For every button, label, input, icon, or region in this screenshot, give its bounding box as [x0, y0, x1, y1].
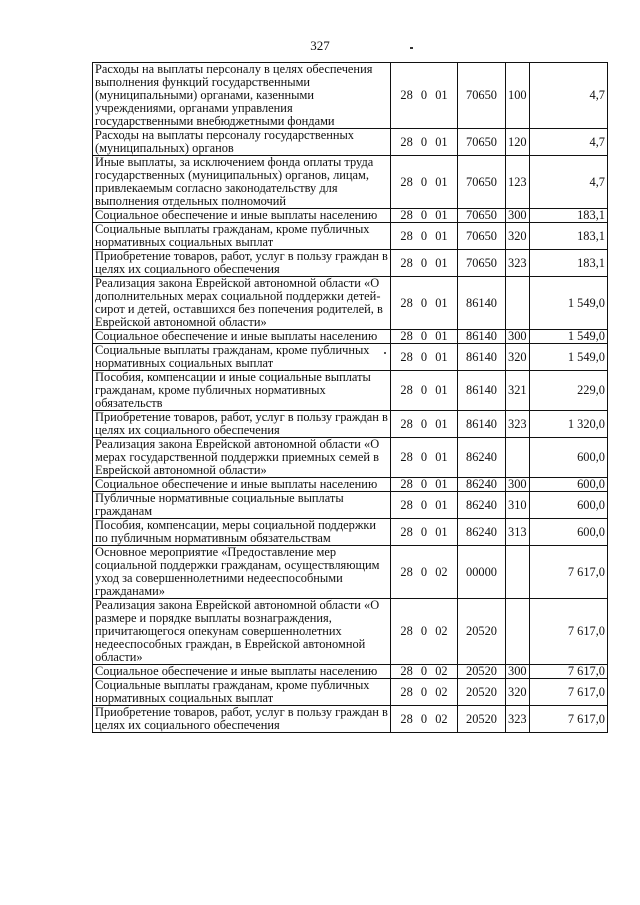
row-target-code-cell: 86140 [458, 344, 506, 371]
row-chapter-code-cell: 28 0 01 [391, 156, 458, 209]
row-amount-cell: 4,7 [530, 129, 608, 156]
row-expense-type-cell: 320 [506, 679, 530, 706]
row-name-cell: Основное мероприятие «Предоставление мер социальной поддержки гражданам, осуществляющим уход за совершеннолетними недееспособными гражданами» [93, 546, 391, 599]
table-row [93, 492, 608, 519]
row-amount-cell: 1 549,0 [530, 330, 608, 344]
row-chapter-code-cell: 28 0 01 [391, 209, 458, 223]
row-amount-cell: 7 617,0 [530, 546, 608, 599]
row-expense-type-cell: 300 [506, 330, 530, 344]
row-name-cell: Пособия, компенсации и иные социальные выплаты гражданам, кроме публичных нормативных обязательств [93, 371, 391, 411]
row-target-code-cell: 20520 [458, 679, 506, 706]
row-target-code-cell: 86240 [458, 492, 506, 519]
row-target-code-cell: 86240 [458, 478, 506, 492]
row-chapter-code-cell: 28 0 01 [391, 277, 458, 330]
row-chapter-code-cell: 28 0 02 [391, 706, 458, 733]
row-chapter-code-cell: 28 0 01 [391, 129, 458, 156]
row-amount-cell: 7 617,0 [530, 599, 608, 665]
row-expense-type-cell: 300 [506, 209, 530, 223]
row-amount-cell: 7 617,0 [530, 665, 608, 679]
row-chapter-code-cell: 28 0 01 [391, 330, 458, 344]
table-row [93, 209, 608, 223]
table-row [93, 63, 608, 129]
table-row [93, 156, 608, 209]
table-row [93, 330, 608, 344]
row-chapter-code-cell: 28 0 01 [391, 371, 458, 411]
row-name-cell: Пособия, компенсации, меры социальной поддержки по публичным нормативным обязательствам [93, 519, 391, 546]
row-expense-type-cell: 123 [506, 156, 530, 209]
row-target-code-cell: 86140 [458, 277, 506, 330]
row-chapter-code-cell: 28 0 01 [391, 250, 458, 277]
row-amount-cell: 1 320,0 [530, 411, 608, 438]
row-amount-cell: 1 549,0 [530, 277, 608, 330]
row-amount-cell: 600,0 [530, 492, 608, 519]
row-name-cell: Расходы на выплаты персоналу в целях обеспечения выполнения функций государственными (муниципальными) органами, казенными учреждениями, органами управления государственными внебюджетными фондами [93, 63, 391, 129]
row-target-code-cell: 70650 [458, 129, 506, 156]
table-row [93, 546, 608, 599]
row-chapter-code-cell: 28 0 02 [391, 665, 458, 679]
row-amount-cell: 1 549,0 [530, 344, 608, 371]
row-amount-cell: 600,0 [530, 519, 608, 546]
row-chapter-code-cell: 28 0 01 [391, 519, 458, 546]
scan-speck [384, 352, 386, 354]
table-row [93, 706, 608, 733]
row-expense-type-cell [506, 546, 530, 599]
row-expense-type-cell: 323 [506, 706, 530, 733]
table-row [93, 679, 608, 706]
row-amount-cell: 600,0 [530, 438, 608, 478]
row-chapter-code-cell: 28 0 02 [391, 546, 458, 599]
row-name-cell: Реализация закона Еврейской автономной области «О мерах государственной поддержки приемных семей в Еврейской автономной области» [93, 438, 391, 478]
row-name-cell: Расходы на выплаты персоналу государственных (муниципальных) органов [93, 129, 391, 156]
row-expense-type-cell: 321 [506, 371, 530, 411]
row-name-cell: Социальные выплаты гражданам, кроме публичных нормативных социальных выплат [93, 223, 391, 250]
row-target-code-cell: 86140 [458, 330, 506, 344]
row-chapter-code-cell: 28 0 01 [391, 344, 458, 371]
row-chapter-code-cell: 28 0 02 [391, 679, 458, 706]
row-target-code-cell: 86240 [458, 438, 506, 478]
table-row [93, 438, 608, 478]
row-name-cell: Реализация закона Еврейской автономной области «О дополнительных мерах социальной поддержки детей-сирот и детей, оставшихся без попечения родителей, в Еврейской автономной области» [93, 277, 391, 330]
row-target-code-cell: 86140 [458, 411, 506, 438]
row-expense-type-cell: 300 [506, 665, 530, 679]
row-amount-cell: 183,1 [530, 223, 608, 250]
row-amount-cell: 7 617,0 [530, 706, 608, 733]
table-row [93, 371, 608, 411]
row-expense-type-cell: 320 [506, 344, 530, 371]
row-target-code-cell: 70650 [458, 250, 506, 277]
table-row [93, 129, 608, 156]
table-row [93, 519, 608, 546]
row-amount-cell: 229,0 [530, 371, 608, 411]
row-expense-type-cell: 100 [506, 63, 530, 129]
row-expense-type-cell: 313 [506, 519, 530, 546]
row-name-cell: Социальные выплаты гражданам, кроме публичных нормативных социальных выплат [93, 679, 391, 706]
row-chapter-code-cell: 28 0 01 [391, 492, 458, 519]
row-expense-type-cell [506, 277, 530, 330]
table-row [93, 223, 608, 250]
row-expense-type-cell: 323 [506, 411, 530, 438]
row-target-code-cell: 20520 [458, 599, 506, 665]
row-name-cell: Публичные нормативные социальные выплаты гражданам [93, 492, 391, 519]
row-expense-type-cell: 120 [506, 129, 530, 156]
row-name-cell: Социальное обеспечение и иные выплаты населению [93, 665, 391, 679]
row-name-cell: Приобретение товаров, работ, услуг в пользу граждан в целях их социального обеспечения [93, 411, 391, 438]
row-amount-cell: 183,1 [530, 250, 608, 277]
row-chapter-code-cell: 28 0 01 [391, 438, 458, 478]
row-chapter-code-cell: 28 0 02 [391, 599, 458, 665]
row-expense-type-cell: 320 [506, 223, 530, 250]
row-target-code-cell: 00000 [458, 546, 506, 599]
row-target-code-cell: 70650 [458, 209, 506, 223]
row-target-code-cell: 86240 [458, 519, 506, 546]
table-row [93, 277, 608, 330]
table-row [93, 411, 608, 438]
row-amount-cell: 183,1 [530, 209, 608, 223]
row-amount-cell: 600,0 [530, 478, 608, 492]
row-chapter-code-cell: 28 0 01 [391, 478, 458, 492]
row-name-cell: Социальное обеспечение и иные выплаты населению [93, 209, 391, 223]
table-row [93, 344, 608, 371]
row-expense-type-cell [506, 599, 530, 665]
table-row [93, 478, 608, 492]
row-amount-cell: 4,7 [530, 156, 608, 209]
row-name-cell: Социальные выплаты гражданам, кроме публичных нормативных социальных выплат [93, 344, 391, 371]
row-name-cell: Приобретение товаров, работ, услуг в пользу граждан в целях их социального обеспечения [93, 250, 391, 277]
table-row [93, 250, 608, 277]
row-expense-type-cell: 323 [506, 250, 530, 277]
row-expense-type-cell: 300 [506, 478, 530, 492]
budget-table [92, 62, 608, 733]
row-expense-type-cell: 310 [506, 492, 530, 519]
row-target-code-cell: 70650 [458, 63, 506, 129]
row-name-cell: Иные выплаты, за исключением фонда оплаты труда государственных (муниципальных) органов, лицам, привлекаемым согласно законодательству для выполнения отдельных полномочий [93, 156, 391, 209]
row-expense-type-cell [506, 438, 530, 478]
row-target-code-cell: 70650 [458, 156, 506, 209]
row-target-code-cell: 20520 [458, 665, 506, 679]
row-name-cell: Социальное обеспечение и иные выплаты населению [93, 330, 391, 344]
row-name-cell: Приобретение товаров, работ, услуг в пользу граждан в целях их социального обеспечения [93, 706, 391, 733]
scan-speck [410, 47, 413, 49]
row-name-cell: Социальное обеспечение и иные выплаты населению [93, 478, 391, 492]
page-number: 327 [310, 38, 330, 53]
budget-table-body [93, 63, 608, 733]
row-name-cell: Реализация закона Еврейской автономной области «О размере и порядке выплаты вознаграждения, причитающегося опекунам совершеннолетних недееспособных граждан, в Еврейской автономной области» [93, 599, 391, 665]
row-chapter-code-cell: 28 0 01 [391, 411, 458, 438]
table-row [93, 665, 608, 679]
row-target-code-cell: 86140 [458, 371, 506, 411]
row-chapter-code-cell: 28 0 01 [391, 63, 458, 129]
row-amount-cell: 7 617,0 [530, 679, 608, 706]
row-target-code-cell: 70650 [458, 223, 506, 250]
row-target-code-cell: 20520 [458, 706, 506, 733]
row-amount-cell: 4,7 [530, 63, 608, 129]
table-row [93, 599, 608, 665]
row-chapter-code-cell: 28 0 01 [391, 223, 458, 250]
